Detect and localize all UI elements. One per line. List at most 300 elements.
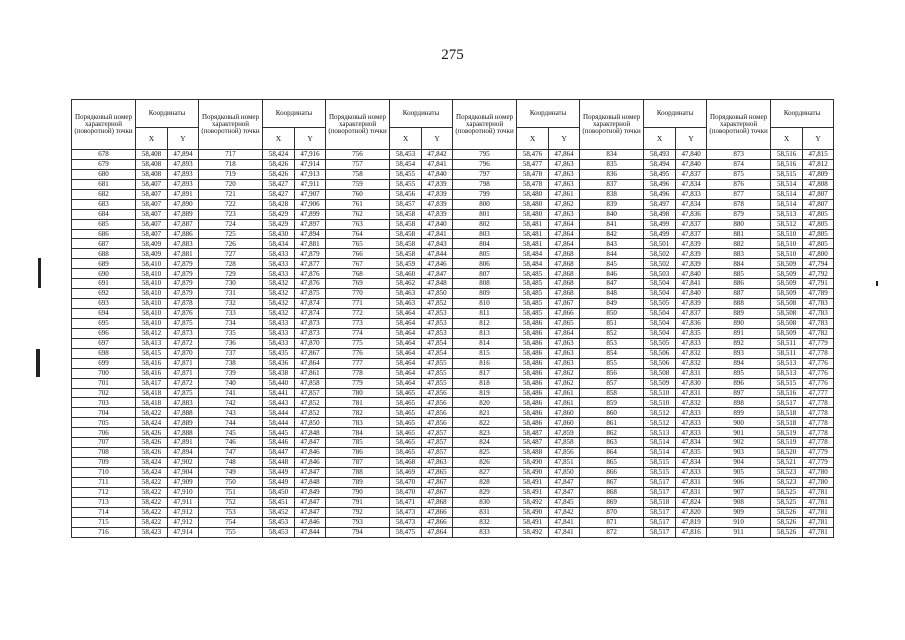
y-header: Y	[422, 128, 453, 150]
y-value: 47,780	[803, 477, 834, 487]
x-value: 58,480	[517, 189, 549, 199]
y-value: 47,856	[422, 408, 453, 418]
table-row	[72, 269, 834, 279]
x-value: 58,449	[263, 468, 295, 478]
point-number: 743	[199, 408, 263, 418]
point-number: 908	[707, 497, 771, 507]
y-value: 47,816	[676, 527, 707, 537]
point-number: 765	[326, 239, 390, 249]
x-value: 58,464	[390, 378, 422, 388]
x-header: X	[517, 128, 549, 150]
x-value: 58,508	[771, 309, 803, 319]
point-number: 837	[580, 179, 644, 189]
point-number: 735	[199, 328, 263, 338]
x-value: 58,433	[263, 259, 295, 269]
y-value: 47,853	[422, 328, 453, 338]
y-value: 47,871	[168, 368, 199, 378]
point-number: 771	[326, 299, 390, 309]
table-row	[72, 229, 834, 239]
y-value: 47,833	[676, 418, 707, 428]
table-row	[72, 517, 834, 527]
y-value: 47,894	[295, 229, 326, 239]
x-value: 58,407	[136, 209, 168, 219]
x-value: 58,485	[517, 309, 549, 319]
point-number: 770	[326, 289, 390, 299]
y-value: 47,841	[549, 517, 580, 527]
point-number: 880	[707, 219, 771, 229]
point-number: 853	[580, 338, 644, 348]
point-number: 862	[580, 428, 644, 438]
coordinates-header: Координаты	[644, 100, 707, 128]
y-header: Y	[676, 128, 707, 150]
table-row	[72, 438, 834, 448]
table-row	[72, 338, 834, 348]
point-number: 769	[326, 279, 390, 289]
x-value: 58,453	[390, 150, 422, 160]
point-number: 889	[707, 309, 771, 319]
y-value: 47,839	[422, 199, 453, 209]
point-number: 838	[580, 189, 644, 199]
x-value: 58,460	[390, 269, 422, 279]
y-value: 47,805	[803, 229, 834, 239]
y-value: 47,914	[168, 527, 199, 537]
y-value: 47,868	[422, 497, 453, 507]
point-number: 876	[707, 179, 771, 189]
x-value: 58,465	[390, 428, 422, 438]
point-number: 820	[453, 398, 517, 408]
point-number: 776	[326, 348, 390, 358]
point-number: 806	[453, 259, 517, 269]
table-row	[72, 458, 834, 468]
y-value: 47,850	[295, 418, 326, 428]
y-value: 47,852	[295, 408, 326, 418]
x-value: 58,485	[517, 269, 549, 279]
y-value: 47,902	[168, 458, 199, 468]
x-value: 58,516	[771, 159, 803, 169]
x-value: 58,481	[517, 239, 549, 249]
y-value: 47,836	[676, 318, 707, 328]
y-value: 47,781	[803, 507, 834, 517]
y-value: 47,839	[676, 239, 707, 249]
x-value: 58,410	[136, 279, 168, 289]
y-value: 47,846	[295, 458, 326, 468]
y-value: 47,847	[549, 487, 580, 497]
x-value: 58,426	[263, 159, 295, 169]
point-number: 834	[580, 150, 644, 160]
point-number: 753	[199, 507, 263, 517]
y-value: 47,857	[422, 438, 453, 448]
point-number: 696	[72, 328, 136, 338]
y-value: 47,815	[803, 150, 834, 160]
x-value: 58,508	[771, 299, 803, 309]
point-number: 867	[580, 477, 644, 487]
x-value: 58,471	[390, 497, 422, 507]
y-value: 47,863	[549, 159, 580, 169]
point-number: 761	[326, 199, 390, 209]
x-value: 58,464	[390, 348, 422, 358]
point-number: 802	[453, 219, 517, 229]
table-row	[72, 448, 834, 458]
point-number: 835	[580, 159, 644, 169]
x-value: 58,409	[136, 239, 168, 249]
x-value: 58,464	[390, 328, 422, 338]
point-number: 888	[707, 299, 771, 309]
table-row	[72, 468, 834, 478]
y-value: 47,879	[168, 269, 199, 279]
point-number: 767	[326, 259, 390, 269]
y-value: 47,857	[422, 428, 453, 438]
point-number: 868	[580, 487, 644, 497]
y-value: 47,861	[549, 189, 580, 199]
point-number: 702	[72, 388, 136, 398]
point-number: 884	[707, 259, 771, 269]
x-value: 58,513	[771, 368, 803, 378]
point-number: 700	[72, 368, 136, 378]
point-number: 846	[580, 269, 644, 279]
x-value: 58,490	[517, 468, 549, 478]
x-value: 58,486	[517, 418, 549, 428]
x-value: 58,433	[263, 328, 295, 338]
y-value: 47,894	[168, 150, 199, 160]
x-value: 58,412	[136, 328, 168, 338]
y-value: 47,876	[295, 269, 326, 279]
table-row	[72, 199, 834, 209]
point-number: 836	[580, 169, 644, 179]
x-value: 58,510	[771, 249, 803, 259]
point-number: 693	[72, 299, 136, 309]
y-value: 47,872	[168, 338, 199, 348]
y-value: 47,854	[422, 338, 453, 348]
table-row	[72, 219, 834, 229]
y-value: 47,847	[295, 497, 326, 507]
point-number: 784	[326, 428, 390, 438]
y-value: 47,907	[295, 189, 326, 199]
x-value: 58,504	[644, 318, 676, 328]
x-value: 58,452	[263, 507, 295, 517]
x-value: 58,433	[263, 269, 295, 279]
x-value: 58,465	[390, 438, 422, 448]
table-row	[72, 299, 834, 309]
y-value: 47,781	[803, 517, 834, 527]
y-value: 47,847	[295, 438, 326, 448]
y-value: 47,851	[549, 458, 580, 468]
y-value: 47,819	[676, 517, 707, 527]
point-number: 900	[707, 418, 771, 428]
y-value: 47,834	[676, 438, 707, 448]
x-value: 58,480	[517, 209, 549, 219]
y-value: 47,809	[803, 169, 834, 179]
y-value: 47,889	[168, 209, 199, 219]
point-number: 792	[326, 507, 390, 517]
x-value: 58,514	[771, 179, 803, 189]
y-value: 47,850	[422, 289, 453, 299]
y-value: 47,782	[803, 328, 834, 338]
x-value: 58,515	[771, 378, 803, 388]
y-value: 47,886	[168, 229, 199, 239]
x-value: 58,422	[136, 487, 168, 497]
x-value: 58,432	[263, 309, 295, 319]
x-value: 58,416	[136, 358, 168, 368]
point-number: 754	[199, 517, 263, 527]
point-number: 689	[72, 259, 136, 269]
point-number: 891	[707, 328, 771, 338]
x-value: 58,510	[644, 398, 676, 408]
point-number: 703	[72, 398, 136, 408]
point-number: 730	[199, 279, 263, 289]
y-value: 47,776	[803, 368, 834, 378]
y-value: 47,864	[422, 527, 453, 537]
y-value: 47,831	[676, 487, 707, 497]
point-number: 858	[580, 388, 644, 398]
point-number: 911	[707, 527, 771, 537]
point-number: 795	[453, 150, 517, 160]
x-value: 58,458	[390, 219, 422, 229]
x-value: 58,427	[263, 179, 295, 189]
point-number: 895	[707, 368, 771, 378]
point-number: 774	[326, 328, 390, 338]
point-number: 849	[580, 299, 644, 309]
point-number: 818	[453, 378, 517, 388]
coordinates-header: Координаты	[136, 100, 199, 128]
point-number: 709	[72, 458, 136, 468]
y-value: 47,779	[803, 458, 834, 468]
y-value: 47,868	[549, 279, 580, 289]
x-value: 58,490	[517, 458, 549, 468]
table-row	[72, 259, 834, 269]
y-value: 47,862	[549, 199, 580, 209]
x-value: 58,523	[771, 468, 803, 478]
y-value: 47,839	[676, 249, 707, 259]
x-value: 58,456	[390, 189, 422, 199]
point-number: 863	[580, 438, 644, 448]
point-number: 898	[707, 398, 771, 408]
x-value: 58,465	[390, 388, 422, 398]
scan-artifact	[876, 281, 878, 286]
y-value: 47,888	[168, 428, 199, 438]
point-number-header: Порядковый номер характерной (поворотной) точки	[199, 100, 263, 150]
point-number: 801	[453, 209, 517, 219]
y-value: 47,863	[549, 338, 580, 348]
x-value: 58,413	[136, 338, 168, 348]
point-number: 874	[707, 159, 771, 169]
y-value: 47,844	[422, 249, 453, 259]
x-value: 58,480	[517, 199, 549, 209]
x-value: 58,440	[263, 378, 295, 388]
x-value: 58,426	[263, 169, 295, 179]
table-row	[72, 408, 834, 418]
point-number: 851	[580, 318, 644, 328]
point-number: 906	[707, 477, 771, 487]
x-value: 58,464	[390, 318, 422, 328]
x-value: 58,515	[644, 458, 676, 468]
y-value: 47,781	[803, 527, 834, 537]
y-value: 47,849	[295, 487, 326, 497]
point-number: 903	[707, 448, 771, 458]
y-value: 47,873	[168, 328, 199, 338]
y-value: 47,842	[422, 150, 453, 160]
point-number: 737	[199, 348, 263, 358]
point-number: 683	[72, 199, 136, 209]
x-value: 58,509	[771, 279, 803, 289]
point-number-header: Порядковый номер характерной (поворотной) точки	[326, 100, 390, 150]
scan-artifact	[36, 349, 40, 377]
x-value: 58,422	[136, 497, 168, 507]
point-number: 901	[707, 428, 771, 438]
y-value: 47,833	[676, 338, 707, 348]
x-value: 58,446	[263, 438, 295, 448]
y-value: 47,853	[422, 318, 453, 328]
point-number: 877	[707, 189, 771, 199]
point-number: 800	[453, 199, 517, 209]
point-number: 875	[707, 169, 771, 179]
y-value: 47,874	[295, 299, 326, 309]
table-row	[72, 209, 834, 219]
y-value: 47,861	[549, 398, 580, 408]
x-value: 58,519	[771, 428, 803, 438]
point-number: 757	[326, 159, 390, 169]
x-value: 58,410	[136, 269, 168, 279]
point-number: 885	[707, 269, 771, 279]
y-value: 47,861	[295, 368, 326, 378]
y-value: 47,839	[676, 299, 707, 309]
x-value: 58,517	[644, 517, 676, 527]
point-number: 845	[580, 259, 644, 269]
point-number: 768	[326, 269, 390, 279]
point-number: 847	[580, 279, 644, 289]
y-value: 47,866	[422, 517, 453, 527]
point-number: 764	[326, 229, 390, 239]
point-number: 855	[580, 358, 644, 368]
coordinates-header: Координаты	[771, 100, 834, 128]
x-value: 58,481	[517, 219, 549, 229]
x-value: 58,415	[136, 348, 168, 358]
x-value: 58,510	[771, 239, 803, 249]
y-value: 47,840	[676, 159, 707, 169]
x-value: 58,512	[771, 219, 803, 229]
y-value: 47,899	[295, 209, 326, 219]
point-number: 808	[453, 279, 517, 289]
x-value: 58,514	[644, 438, 676, 448]
x-value: 58,468	[390, 458, 422, 468]
x-value: 58,444	[263, 408, 295, 418]
point-number: 848	[580, 289, 644, 299]
x-value: 58,429	[263, 219, 295, 229]
x-value: 58,517	[644, 477, 676, 487]
x-value: 58,518	[771, 418, 803, 428]
point-number: 902	[707, 438, 771, 448]
y-header: Y	[549, 128, 580, 150]
y-value: 47,891	[168, 189, 199, 199]
point-number: 907	[707, 487, 771, 497]
point-number: 732	[199, 299, 263, 309]
x-value: 58,475	[390, 527, 422, 537]
y-value: 47,911	[168, 497, 199, 507]
y-value: 47,779	[803, 338, 834, 348]
y-value: 47,778	[803, 418, 834, 428]
x-value: 58,503	[644, 269, 676, 279]
point-number: 819	[453, 388, 517, 398]
point-number: 680	[72, 169, 136, 179]
point-number: 886	[707, 279, 771, 289]
y-value: 47,855	[422, 378, 453, 388]
y-value: 47,776	[803, 358, 834, 368]
y-value: 47,893	[168, 179, 199, 189]
point-number: 793	[326, 517, 390, 527]
y-value: 47,843	[422, 239, 453, 249]
x-value: 58,458	[390, 239, 422, 249]
y-value: 47,840	[422, 169, 453, 179]
point-number: 821	[453, 408, 517, 418]
x-value: 58,491	[517, 517, 549, 527]
y-value: 47,870	[295, 338, 326, 348]
x-value: 58,520	[771, 448, 803, 458]
point-number: 811	[453, 309, 517, 319]
point-number: 879	[707, 209, 771, 219]
x-header: X	[136, 128, 168, 150]
x-value: 58,451	[263, 497, 295, 507]
y-value: 47,833	[676, 428, 707, 438]
x-value: 58,513	[771, 358, 803, 368]
point-number: 719	[199, 169, 263, 179]
point-number: 762	[326, 209, 390, 219]
point-number: 740	[199, 378, 263, 388]
x-value: 58,485	[517, 289, 549, 299]
point-number: 708	[72, 448, 136, 458]
table-row	[72, 348, 834, 358]
y-value: 47,831	[676, 368, 707, 378]
x-value: 58,492	[517, 527, 549, 537]
y-value: 47,866	[422, 507, 453, 517]
point-number: 852	[580, 328, 644, 338]
point-number: 871	[580, 517, 644, 527]
point-number: 707	[72, 438, 136, 448]
point-number: 829	[453, 487, 517, 497]
y-value: 47,778	[803, 348, 834, 358]
point-number: 894	[707, 358, 771, 368]
x-value: 58,410	[136, 299, 168, 309]
x-value: 58,436	[263, 358, 295, 368]
y-value: 47,904	[168, 468, 199, 478]
point-number: 803	[453, 229, 517, 239]
y-value: 47,857	[422, 448, 453, 458]
y-value: 47,778	[803, 398, 834, 408]
x-value: 58,417	[136, 378, 168, 388]
x-value: 58,499	[644, 229, 676, 239]
point-number: 882	[707, 239, 771, 249]
point-number: 892	[707, 338, 771, 348]
x-value: 58,481	[517, 229, 549, 239]
point-number: 781	[326, 398, 390, 408]
y-value: 47,842	[549, 507, 580, 517]
y-value: 47,897	[295, 219, 326, 229]
y-value: 47,848	[295, 428, 326, 438]
x-value: 58,438	[263, 368, 295, 378]
point-number: 783	[326, 418, 390, 428]
point-number: 752	[199, 497, 263, 507]
x-value: 58,408	[136, 159, 168, 169]
y-value: 47,833	[676, 189, 707, 199]
y-value: 47,864	[549, 219, 580, 229]
y-value: 47,862	[549, 378, 580, 388]
y-value: 47,781	[803, 487, 834, 497]
x-value: 58,517	[644, 527, 676, 537]
y-value: 47,867	[549, 299, 580, 309]
table-row	[72, 507, 834, 517]
x-value: 58,517	[644, 487, 676, 497]
y-value: 47,863	[549, 358, 580, 368]
point-number: 742	[199, 398, 263, 408]
point-number: 805	[453, 249, 517, 259]
